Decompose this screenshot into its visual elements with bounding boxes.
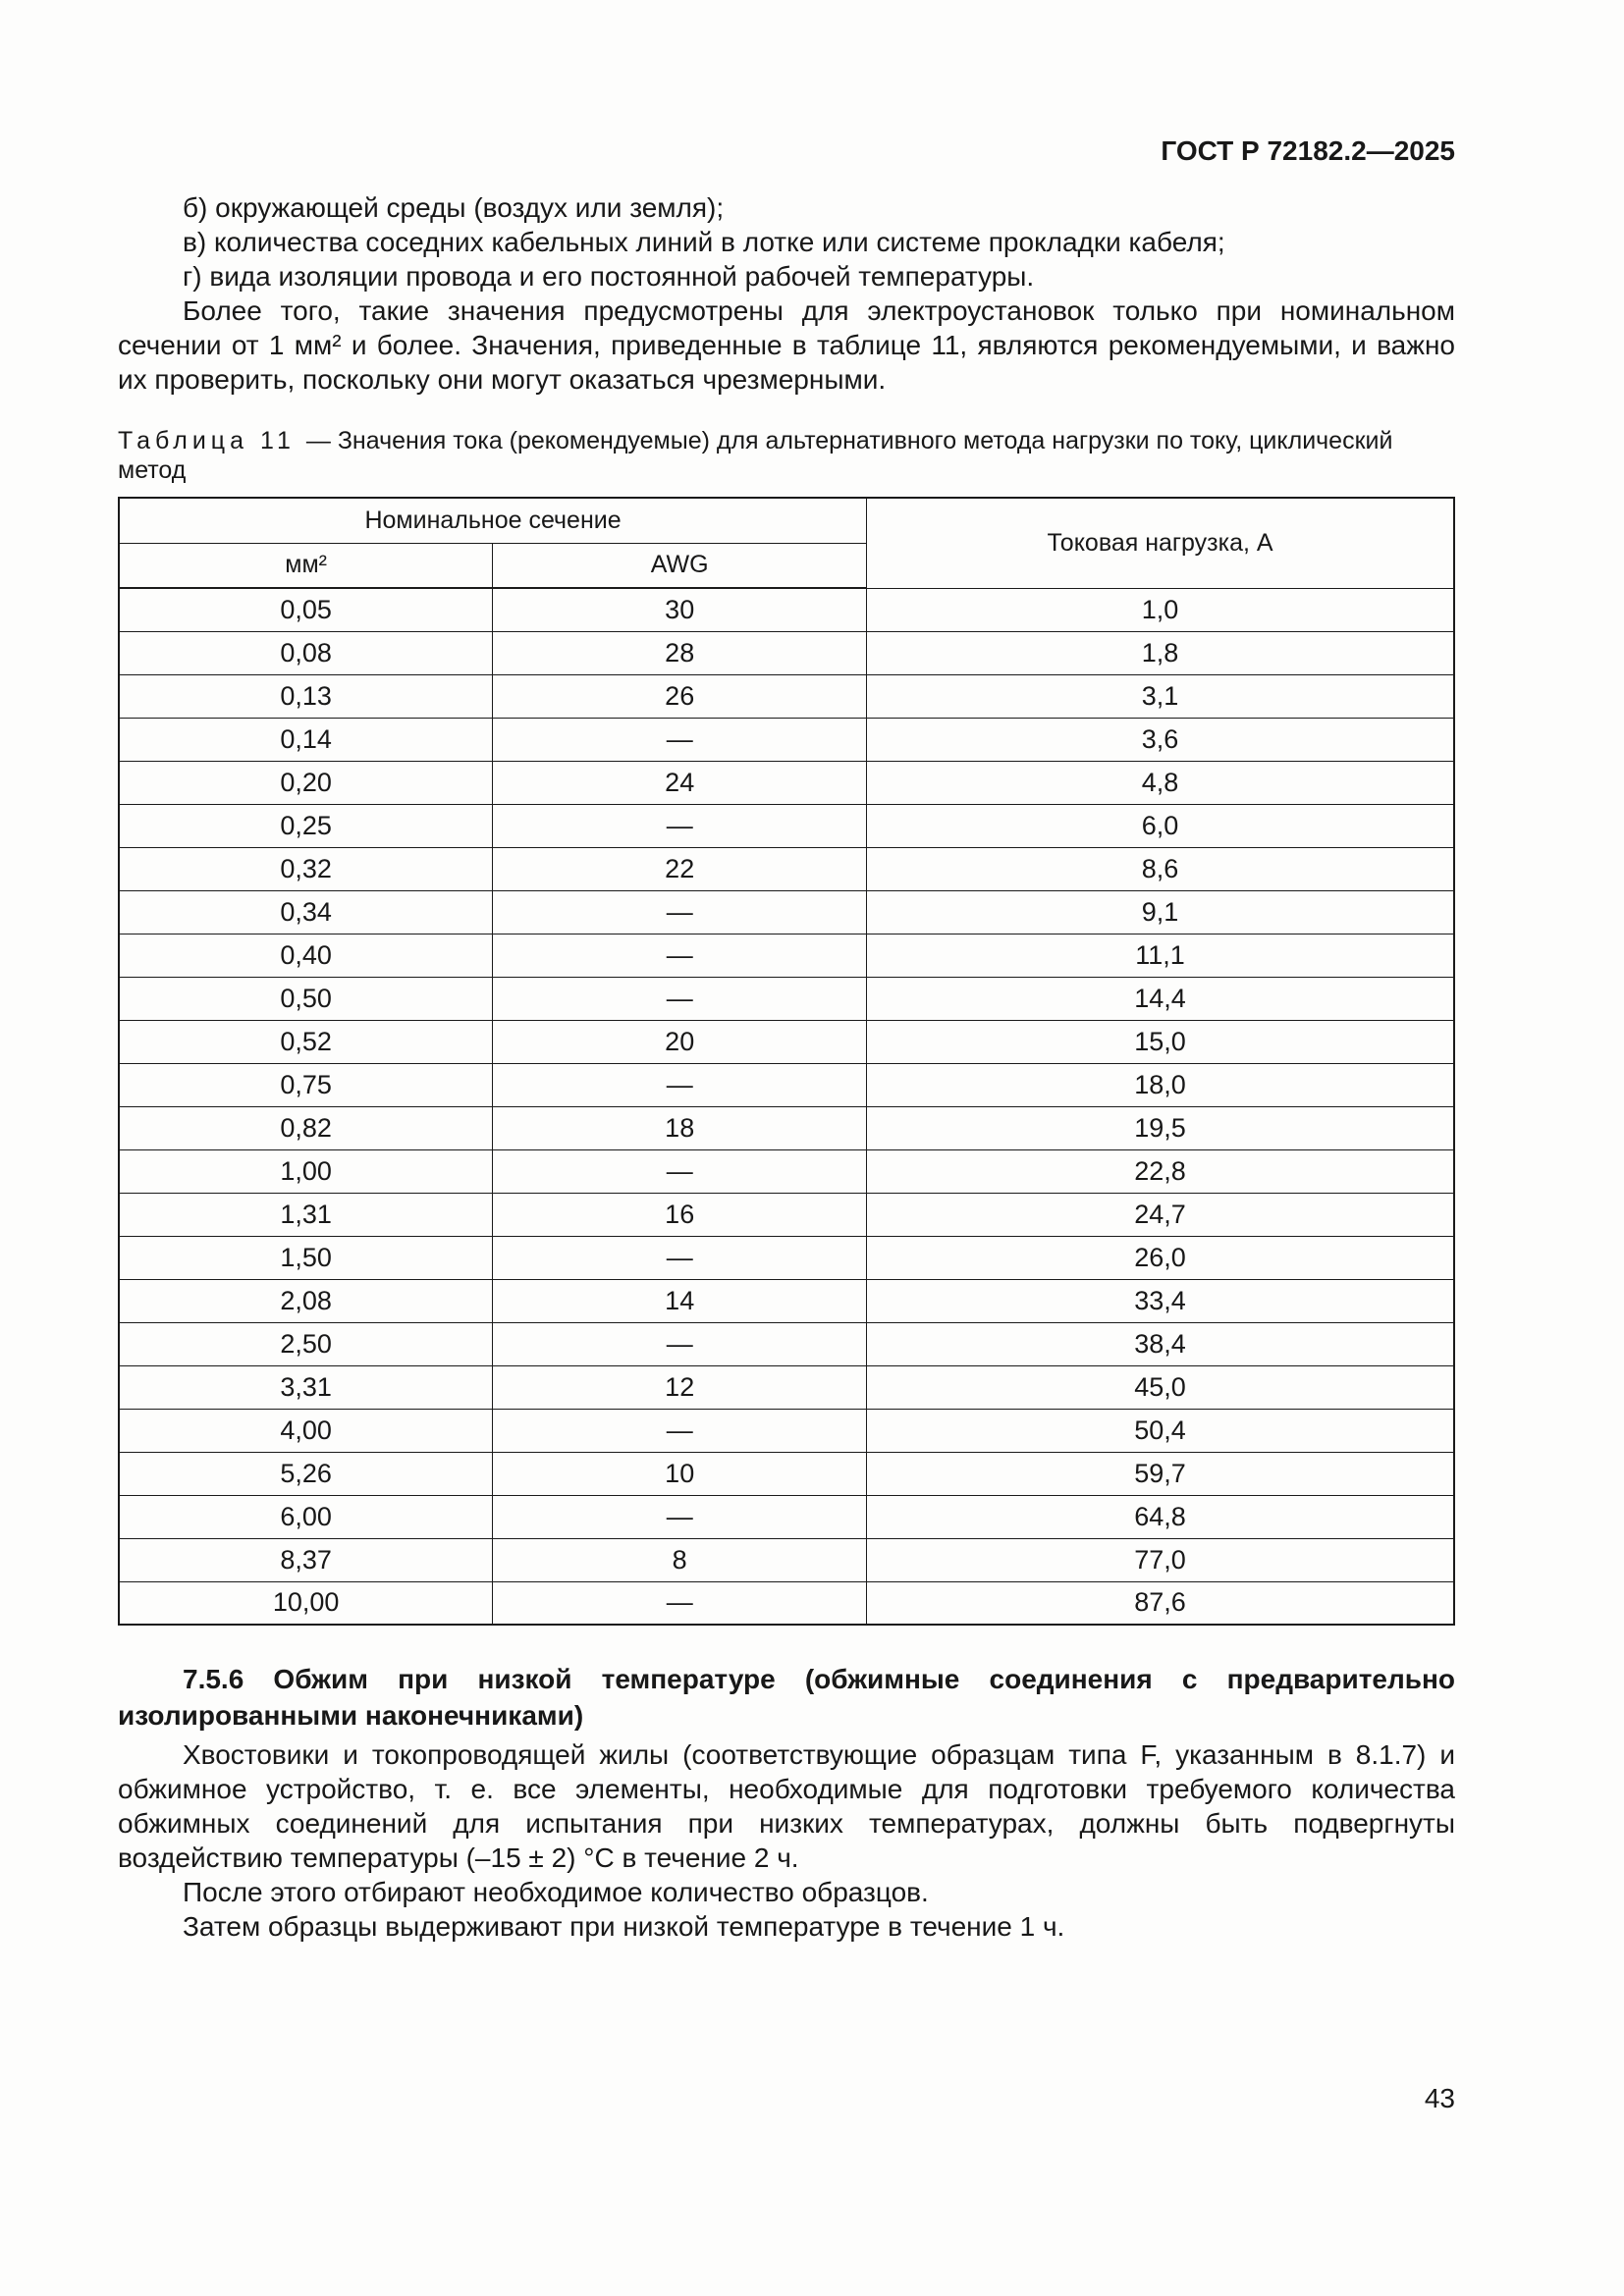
cell-load: 3,6 [867,718,1454,761]
cell-mm2: 2,08 [119,1279,493,1322]
table-row [119,761,1454,804]
intro-paragraph: Более того, такие значения предусмотрены для электроустановок только при номинальном сечении от 1 мм² и более. Значения, приведенные в таблице 11, являются рекомендуемыми, и важно их проверить, поскольку они могут оказаться чрезмерными. [118,295,1455,395]
cell-mm2: 8,37 [119,1538,493,1581]
cell-awg: 10 [493,1452,867,1495]
cell-mm2: 0,05 [119,588,493,631]
table-header-row-group [119,498,1454,543]
table-body [119,588,1454,1625]
cell-awg: 26 [493,674,867,718]
cell-load: 38,4 [867,1322,1454,1365]
cell-awg: — [493,1236,867,1279]
cell-awg: 28 [493,631,867,674]
cell-mm2: 0,08 [119,631,493,674]
cell-awg: 30 [493,588,867,631]
cell-load: 77,0 [867,1538,1454,1581]
cell-mm2: 1,50 [119,1236,493,1279]
header-awg: AWG [493,543,867,588]
cell-awg: — [493,1495,867,1538]
cell-mm2: 0,14 [119,718,493,761]
table-row [119,847,1454,890]
table-caption [118,426,1455,485]
cell-load: 87,6 [867,1581,1454,1625]
cell-load: 3,1 [867,674,1454,718]
cell-mm2: 6,00 [119,1495,493,1538]
table-row [119,890,1454,934]
cell-load: 4,8 [867,761,1454,804]
cell-load: 8,6 [867,847,1454,890]
table-row [119,1020,1454,1063]
cell-load: 50,4 [867,1409,1454,1452]
cell-mm2: 0,40 [119,934,493,977]
table-row [119,1538,1454,1581]
table-row [119,1365,1454,1409]
cell-awg: — [493,977,867,1020]
table-row [119,588,1454,631]
cell-awg: 8 [493,1538,867,1581]
table-row [119,934,1454,977]
cell-mm2: 1,00 [119,1149,493,1193]
page-content [118,135,1455,1944]
list-item-b: б) окружающей среды (воздух или земля); [183,192,725,223]
table-row [119,1452,1454,1495]
cell-mm2: 0,25 [119,804,493,847]
table-row [119,1106,1454,1149]
cell-awg: — [493,934,867,977]
section-paragraph-1: Хвостовики и токопроводящей жилы (соответствующие образцам типа F, указанным в 8.1.7) и обжимное устройство, т. е. все элементы, необходимые для подготовки требуемого количества обжимных соединений для испытания при низких температурах, должны быть подвергнуты воздействию температуры (–15 ± 2) °С в течение 2 ч. [118,1739,1455,1873]
table-row [119,804,1454,847]
table-row [119,1063,1454,1106]
cell-mm2: 0,50 [119,977,493,1020]
cell-mm2: 0,75 [119,1063,493,1106]
cell-load: 1,0 [867,588,1454,631]
cell-awg: 12 [493,1365,867,1409]
cell-mm2: 0,32 [119,847,493,890]
table-row [119,674,1454,718]
cell-awg: — [493,1149,867,1193]
cell-load: 14,4 [867,977,1454,1020]
cell-load: 18,0 [867,1063,1454,1106]
table-row [119,1279,1454,1322]
cell-load: 26,0 [867,1236,1454,1279]
cell-load: 6,0 [867,804,1454,847]
cell-awg: — [493,890,867,934]
cell-load: 64,8 [867,1495,1454,1538]
header-mm2: мм² [119,543,493,588]
cell-load: 19,5 [867,1106,1454,1149]
cell-awg: 20 [493,1020,867,1063]
page-number: 43 [1424,2083,1455,2113]
cell-load: 1,8 [867,631,1454,674]
cell-load: 24,7 [867,1193,1454,1236]
table-row [119,977,1454,1020]
cell-mm2: 2,50 [119,1322,493,1365]
cell-load: 33,4 [867,1279,1454,1322]
cell-awg: 24 [493,761,867,804]
table-row [119,1322,1454,1365]
cell-mm2: 0,82 [119,1106,493,1149]
table-row [119,1149,1454,1193]
section-heading: 7.5.6 Обжим при низкой температуре (обжимные соединения с предварительно изолированными наконечниками) [118,1664,1455,1731]
table-row [119,1193,1454,1236]
table-row [119,1581,1454,1625]
cell-mm2: 4,00 [119,1409,493,1452]
cell-awg: 16 [493,1193,867,1236]
cell-load: 22,8 [867,1149,1454,1193]
cell-awg: 18 [493,1106,867,1149]
table-row [119,631,1454,674]
list-item-v: в) количества соседних кабельных линий в лотке или системе прокладки кабеля; [183,227,1225,257]
cell-mm2: 0,52 [119,1020,493,1063]
cell-mm2: 10,00 [119,1581,493,1625]
cell-awg: — [493,718,867,761]
cell-awg: — [493,1581,867,1625]
table-caption-text: — Значения тока (рекомендуемые) для альтернативного метода нагрузки по току, циклический метод [118,427,1393,484]
cell-mm2: 5,26 [119,1452,493,1495]
table-row [119,1409,1454,1452]
header-current-load: Токовая нагрузка, А [867,498,1454,588]
list-item-g: г) вида изоляции провода и его постоянной рабочей температуры. [183,261,1035,292]
cell-load: 9,1 [867,890,1454,934]
cell-load: 45,0 [867,1365,1454,1409]
section-paragraph-2: После этого отбирают необходимое количество образцов. [183,1877,929,1907]
cell-mm2: 0,20 [119,761,493,804]
table-row [119,1236,1454,1279]
table-head [119,498,1454,588]
cell-awg: 22 [493,847,867,890]
cell-awg: — [493,1409,867,1452]
cell-awg: — [493,1063,867,1106]
cell-mm2: 1,31 [119,1193,493,1236]
doc-header: ГОСТ Р 72182.2—2025 [1161,135,1455,166]
cell-mm2: 3,31 [119,1365,493,1409]
cell-load: 15,0 [867,1020,1454,1063]
current-load-table [118,497,1455,1626]
header-nominal-section: Номинальное сечение [119,498,867,543]
cell-awg: — [493,1322,867,1365]
table-row [119,1495,1454,1538]
cell-mm2: 0,34 [119,890,493,934]
cell-awg: 14 [493,1279,867,1322]
table-row [119,718,1454,761]
cell-load: 11,1 [867,934,1454,977]
section-paragraph-3: Затем образцы выдерживают при низкой температуре в течение 1 ч. [183,1911,1065,1942]
cell-load: 59,7 [867,1452,1454,1495]
table-caption-label: Таблица 11 [118,427,296,454]
cell-awg: — [493,804,867,847]
cell-mm2: 0,13 [119,674,493,718]
